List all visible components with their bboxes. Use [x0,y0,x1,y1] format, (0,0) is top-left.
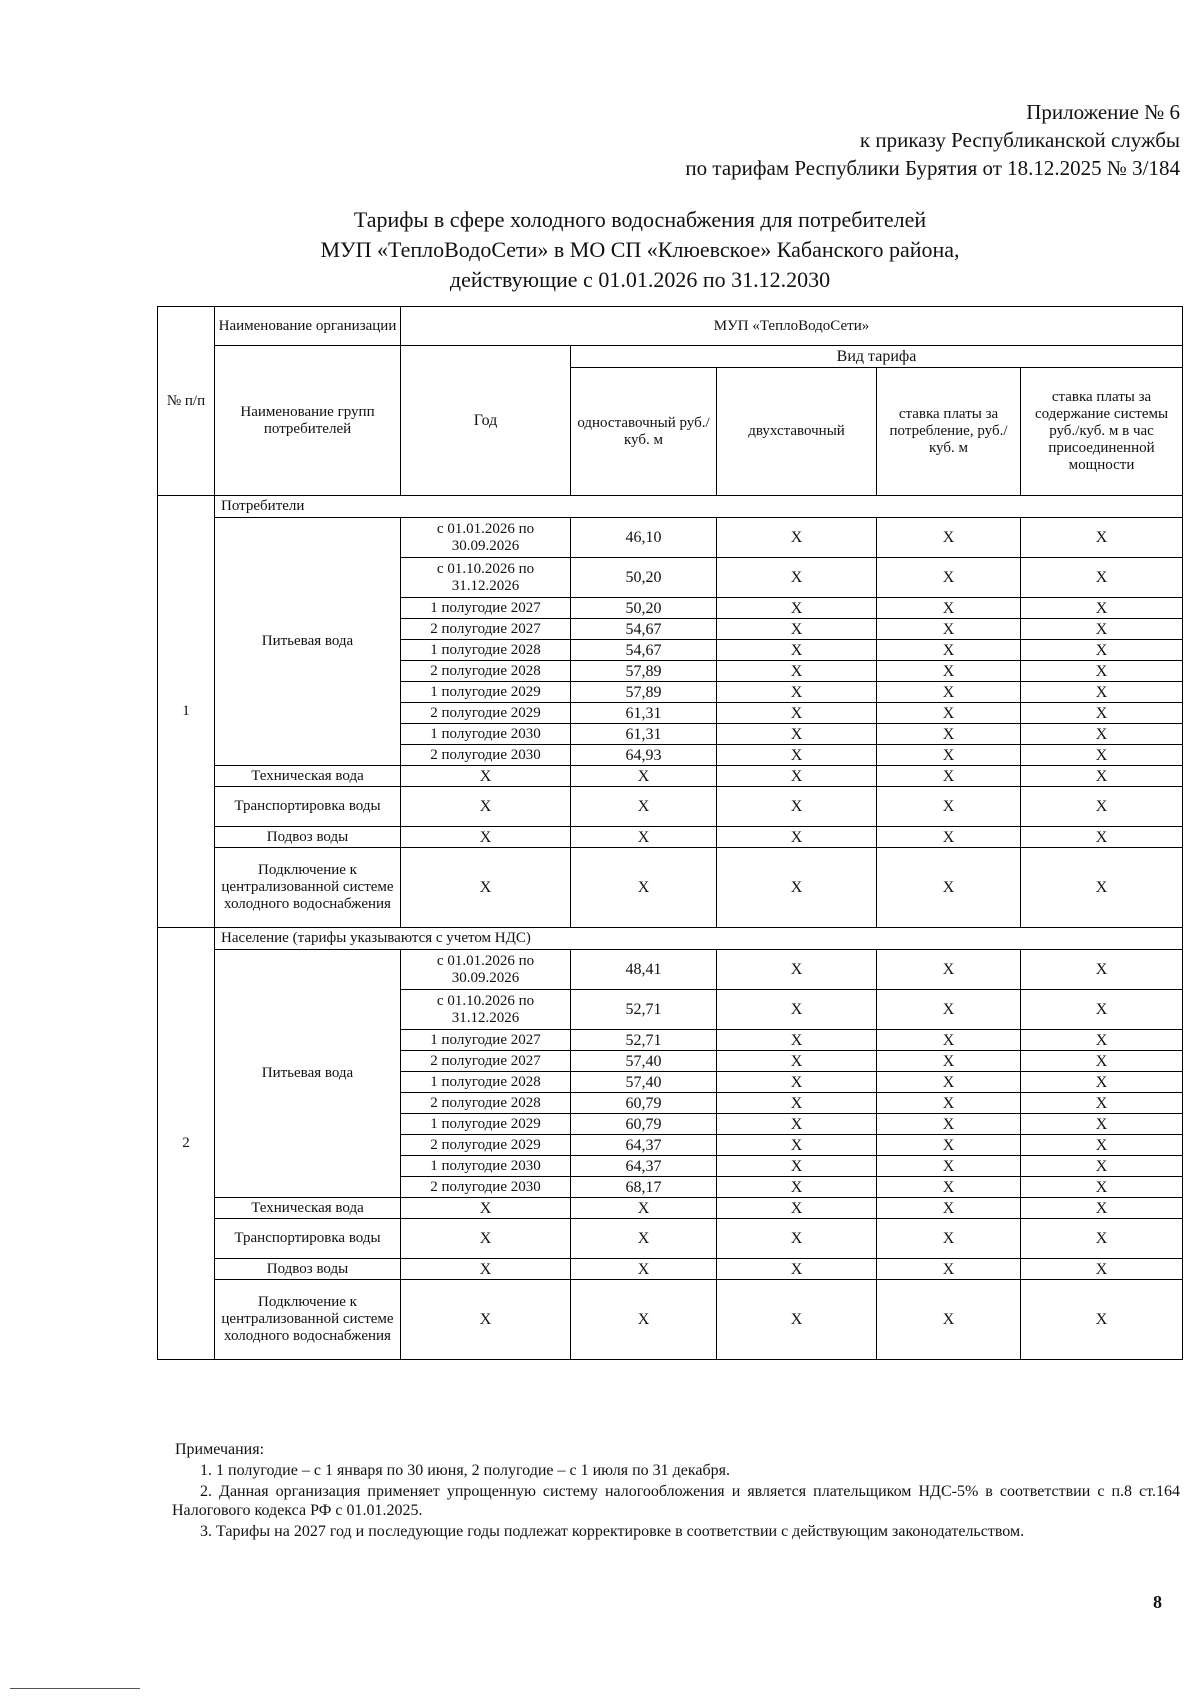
period-cell: 2 полугодие 2027 [401,619,571,640]
single-rate-value: 52,71 [571,1030,717,1051]
single-rate-value: 57,89 [571,661,717,682]
note-item: 2. Данная организация применяет упрощенную систему налогообложения и является плательщиком НДС-5% в соответствии с п.8 ст.164 Налогового кодекса РФ с 01.01.2025. [172,1483,1180,1519]
title-line-3: действующие с 01.01.2026 по 31.12.2030 [449,267,831,292]
footer-divider [10,1688,140,1689]
two-rate-value: X [717,1259,877,1280]
maintenance-rate-value: X [1021,766,1183,787]
table-row [158,766,1183,787]
consumer-group-drinking-water: Питьевая вода [215,518,401,766]
table-row [158,950,1183,990]
header-two-rate: двухставочный [717,368,877,496]
period-cell: с 01.10.2026 по 31.12.2026 [401,990,571,1030]
single-rate-value: 52,71 [571,990,717,1030]
consumption-rate-value: X [877,661,1021,682]
appendix-line-2: к приказу Республиканской службы [859,128,1180,152]
notes-heading: Примечания: [175,1441,265,1458]
single-rate-value: X [571,1280,717,1360]
two-rate-value: X [717,1051,877,1072]
two-rate-value: X [717,1280,877,1360]
consumer-group-name: Техническая вода [215,1198,401,1219]
period-cell: X [401,827,571,848]
two-rate-value: X [717,518,877,558]
single-rate-value: X [571,1259,717,1280]
table-row [158,787,1183,827]
consumption-rate-value: X [877,1259,1021,1280]
period-cell: X [401,766,571,787]
period-cell: 1 полугодие 2028 [401,640,571,661]
title-line-1: Тарифы в сфере холодного водоснабжения для потребителей [353,207,927,232]
consumption-rate-value: X [877,1072,1021,1093]
section-number: 2 [158,928,215,1360]
consumption-rate-value: X [877,619,1021,640]
maintenance-rate-value: X [1021,1156,1183,1177]
note-item: 1. 1 полугодие – с 1 января по 30 июня, 2 полугодие – с 1 июля по 31 декабря. [200,1462,731,1479]
consumption-rate-value: X [877,1135,1021,1156]
single-rate-value: 61,31 [571,703,717,724]
period-cell: X [401,1280,571,1360]
section-title-row [158,496,1183,518]
header-number: № п/п [158,307,215,496]
two-rate-value: X [717,990,877,1030]
consumption-rate-value: X [877,1051,1021,1072]
section-number: 1 [158,496,215,928]
period-cell: 1 полугодие 2027 [401,598,571,619]
tariff-table [157,306,1183,1360]
maintenance-rate-value: X [1021,682,1183,703]
period-cell: 2 полугодие 2029 [401,703,571,724]
consumption-rate-value: X [877,1177,1021,1198]
two-rate-value: X [717,1093,877,1114]
single-rate-value: 57,89 [571,682,717,703]
org-name: МУП «ТеплоВодоСети» [401,307,1183,346]
two-rate-value: X [717,1135,877,1156]
period-cell: 1 полугодие 2029 [401,682,571,703]
two-rate-value: X [717,558,877,598]
consumption-rate-value: X [877,703,1021,724]
table-row [158,827,1183,848]
single-rate-value: 57,40 [571,1072,717,1093]
section-title: Потребители [215,496,1183,518]
consumer-group-name: Подвоз воды [215,827,401,848]
maintenance-rate-value: X [1021,1051,1183,1072]
period-cell: X [401,1259,571,1280]
period-cell: 2 полугодие 2028 [401,661,571,682]
maintenance-rate-value: X [1021,724,1183,745]
consumption-rate-value: X [877,950,1021,990]
appendix-line-1: Приложение № 6 [1026,100,1180,124]
notes-block [172,1440,1180,1543]
period-cell: 1 полугодие 2029 [401,1114,571,1135]
maintenance-rate-value: X [1021,1198,1183,1219]
single-rate-value: 48,41 [571,950,717,990]
single-rate-value: 46,10 [571,518,717,558]
header-tariff-type: Вид тарифа [571,346,1183,368]
header-maintenance-rate: ставка платы за содержание системы руб./куб. м в час присоединенной мощности [1021,368,1183,496]
single-rate-value: X [571,1219,717,1259]
maintenance-rate-value: X [1021,787,1183,827]
period-cell: X [401,1219,571,1259]
single-rate-value: 57,40 [571,1051,717,1072]
single-rate-value: X [571,1198,717,1219]
two-rate-value: X [717,1219,877,1259]
document-title [250,205,1030,295]
maintenance-rate-value: X [1021,848,1183,928]
consumption-rate-value: X [877,827,1021,848]
single-rate-value: 64,37 [571,1135,717,1156]
consumption-rate-value: X [877,1093,1021,1114]
table-row [158,518,1183,558]
period-cell: X [401,848,571,928]
two-rate-value: X [717,1156,877,1177]
single-rate-value: 50,20 [571,598,717,619]
consumer-group-name: Техническая вода [215,766,401,787]
period-cell: 1 полугодие 2027 [401,1030,571,1051]
header-year: Год [401,346,571,496]
consumption-rate-value: X [877,1280,1021,1360]
two-rate-value: X [717,1114,877,1135]
consumption-rate-value: X [877,848,1021,928]
period-cell: 2 полугодие 2030 [401,1177,571,1198]
period-cell: 1 полугодие 2030 [401,724,571,745]
two-rate-value: X [717,766,877,787]
title-line-2: МУП «ТеплоВодоСети» в МО СП «Клюевское» Кабанского района, [320,237,960,262]
single-rate-value: X [571,848,717,928]
single-rate-value: 64,37 [571,1156,717,1177]
consumption-rate-value: X [877,640,1021,661]
single-rate-value: 50,20 [571,558,717,598]
consumption-rate-value: X [877,1030,1021,1051]
header-single-rate: одноставочный руб./ куб. м [571,368,717,496]
period-cell: 2 полугодие 2027 [401,1051,571,1072]
table-row [158,1280,1183,1360]
consumer-group-drinking-water: Питьевая вода [215,950,401,1198]
consumption-rate-value: X [877,990,1021,1030]
two-rate-value: X [717,619,877,640]
consumption-rate-value: X [877,787,1021,827]
two-rate-value: X [717,1030,877,1051]
two-rate-value: X [717,827,877,848]
note-item: 3. Тарифы на 2027 год и последующие годы подлежат корректировке в соответствии с действующим законодательством. [200,1523,1025,1540]
maintenance-rate-value: X [1021,1280,1183,1360]
appendix-header [380,98,1180,182]
period-cell: 2 полугодие 2029 [401,1135,571,1156]
two-rate-value: X [717,703,877,724]
table-row [158,1259,1183,1280]
table-row [158,848,1183,928]
single-rate-value: 68,17 [571,1177,717,1198]
single-rate-value: 60,79 [571,1093,717,1114]
maintenance-rate-value: X [1021,1114,1183,1135]
period-cell: с 01.01.2026 по 30.09.2026 [401,950,571,990]
two-rate-value: X [717,1198,877,1219]
period-cell: 2 полугодие 2028 [401,1093,571,1114]
maintenance-rate-value: X [1021,661,1183,682]
period-cell: X [401,1198,571,1219]
table-row [158,1219,1183,1259]
two-rate-value: X [717,724,877,745]
appendix-line-3: по тарифам Республики Бурятия от 18.12.2025 № 3/184 [685,156,1180,180]
two-rate-value: X [717,950,877,990]
period-cell: с 01.01.2026 по 30.09.2026 [401,518,571,558]
single-rate-value: 61,31 [571,724,717,745]
consumption-rate-value: X [877,682,1021,703]
period-cell: 1 полугодие 2028 [401,1072,571,1093]
two-rate-value: X [717,640,877,661]
consumption-rate-value: X [877,766,1021,787]
maintenance-rate-value: X [1021,1135,1183,1156]
consumption-rate-value: X [877,558,1021,598]
consumption-rate-value: X [877,745,1021,766]
maintenance-rate-value: X [1021,1093,1183,1114]
two-rate-value: X [717,848,877,928]
single-rate-value: 54,67 [571,619,717,640]
maintenance-rate-value: X [1021,703,1183,724]
consumption-rate-value: X [877,598,1021,619]
consumption-rate-value: X [877,518,1021,558]
header-org-name: Наименование организации [215,307,401,346]
period-cell: с 01.10.2026 по 31.12.2026 [401,558,571,598]
header-consumption-rate: ставка платы за потребление, руб./ куб. м [877,368,1021,496]
two-rate-value: X [717,661,877,682]
consumer-group-name: Транспортировка воды [215,1219,401,1259]
maintenance-rate-value: X [1021,640,1183,661]
maintenance-rate-value: X [1021,1030,1183,1051]
maintenance-rate-value: X [1021,1072,1183,1093]
consumer-group-name: Подключение к централизованной системе холодного водоснабжения [215,1280,401,1360]
page-number: 8 [1153,1592,1162,1612]
two-rate-value: X [717,745,877,766]
consumption-rate-value: X [877,1219,1021,1259]
period-cell: 2 полугодие 2030 [401,745,571,766]
maintenance-rate-value: X [1021,950,1183,990]
maintenance-rate-value: X [1021,1177,1183,1198]
section-title: Население (тарифы указываются с учетом НДС) [215,928,1183,950]
period-cell: X [401,787,571,827]
single-rate-value: 54,67 [571,640,717,661]
maintenance-rate-value: X [1021,558,1183,598]
single-rate-value: X [571,787,717,827]
maintenance-rate-value: X [1021,745,1183,766]
single-rate-value: 60,79 [571,1114,717,1135]
table-row [158,1198,1183,1219]
consumption-rate-value: X [877,1198,1021,1219]
maintenance-rate-value: X [1021,990,1183,1030]
section-title-row [158,928,1183,950]
maintenance-rate-value: X [1021,598,1183,619]
consumption-rate-value: X [877,1114,1021,1135]
two-rate-value: X [717,598,877,619]
maintenance-rate-value: X [1021,1259,1183,1280]
header-consumer-groups: Наименование групп потребителей [215,346,401,496]
maintenance-rate-value: X [1021,518,1183,558]
maintenance-rate-value: X [1021,619,1183,640]
period-cell: 1 полугодие 2030 [401,1156,571,1177]
maintenance-rate-value: X [1021,1219,1183,1259]
single-rate-value: 64,93 [571,745,717,766]
consumption-rate-value: X [877,724,1021,745]
consumption-rate-value: X [877,1156,1021,1177]
two-rate-value: X [717,682,877,703]
maintenance-rate-value: X [1021,827,1183,848]
consumer-group-name: Подключение к централизованной системе холодного водоснабжения [215,848,401,928]
two-rate-value: X [717,1177,877,1198]
two-rate-value: X [717,1072,877,1093]
two-rate-value: X [717,787,877,827]
consumer-group-name: Подвоз воды [215,1259,401,1280]
single-rate-value: X [571,827,717,848]
consumer-group-name: Транспортировка воды [215,787,401,827]
single-rate-value: X [571,766,717,787]
